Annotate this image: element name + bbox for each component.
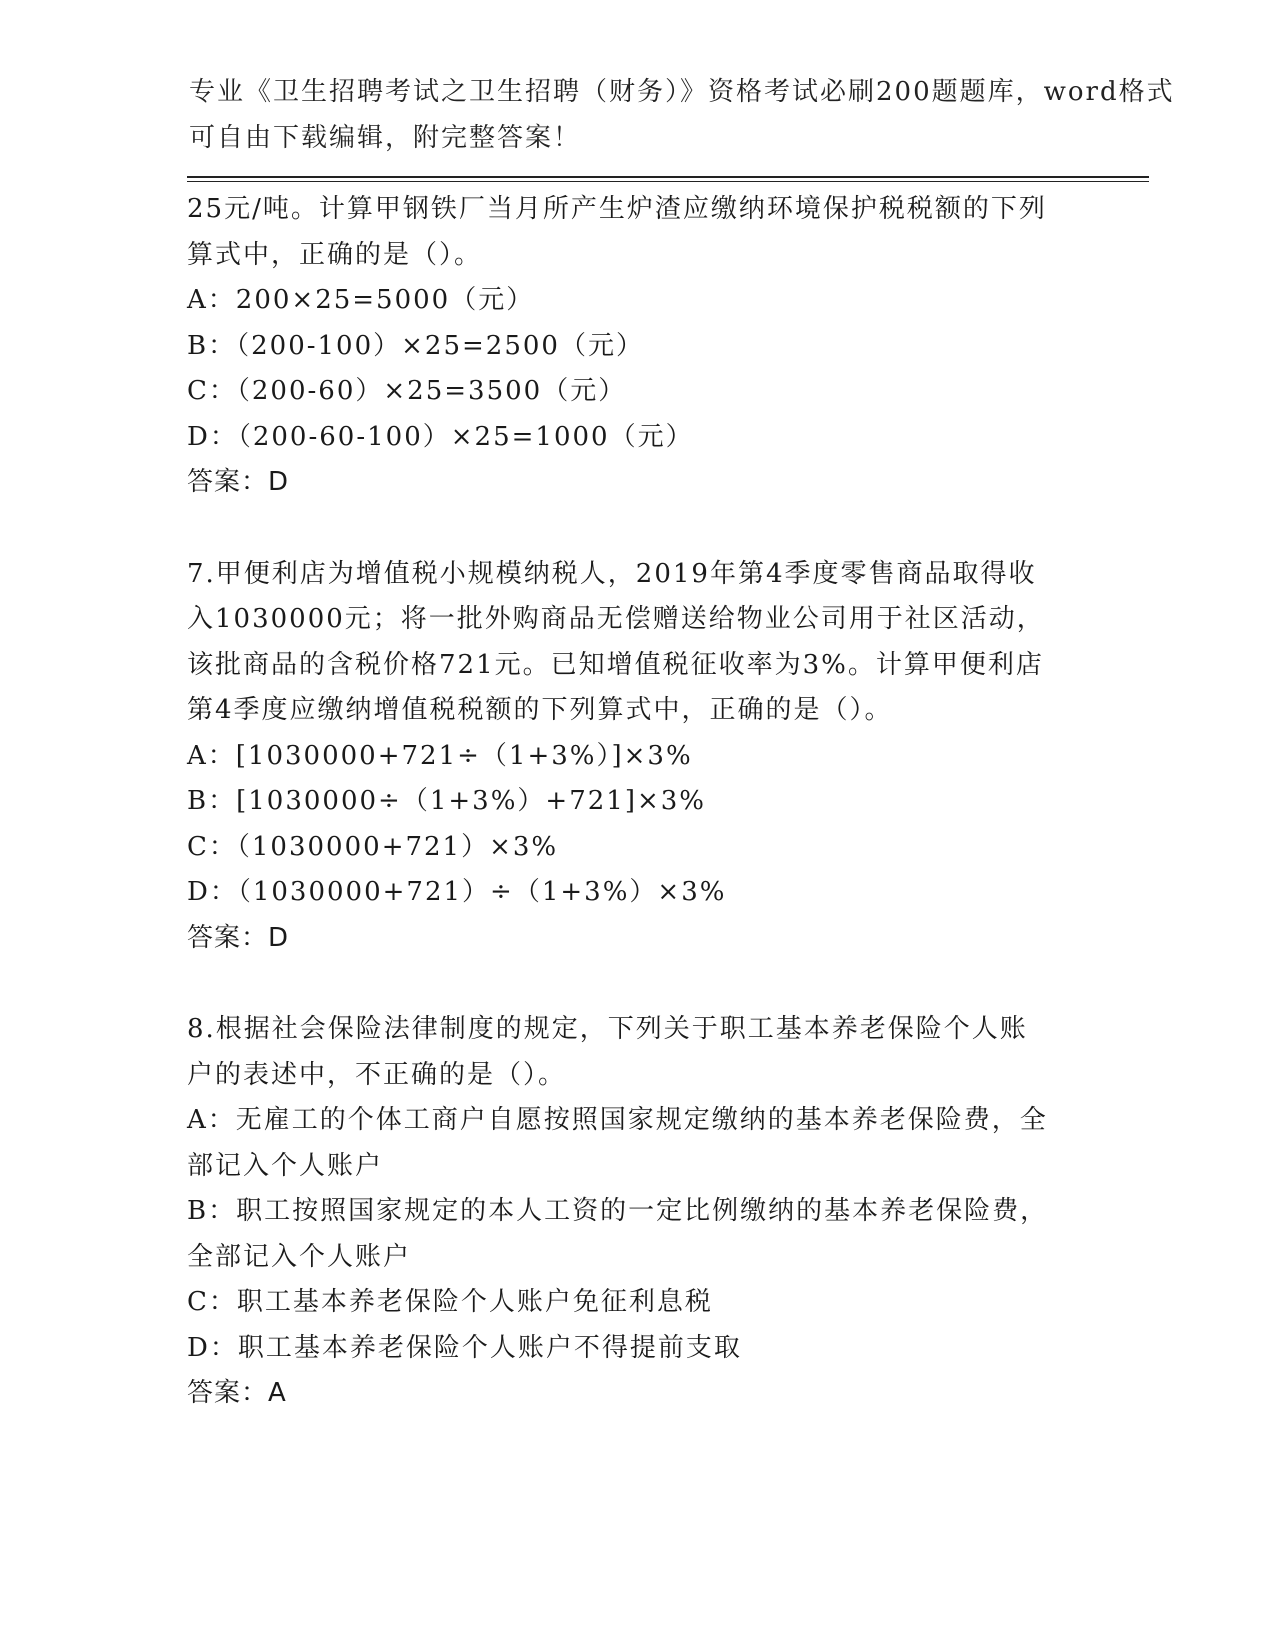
question-stem: 该批商品的含税价格721元。已知增值税征收率为3%。计算甲便利店 xyxy=(187,649,1044,680)
document-body xyxy=(187,187,1087,1417)
question-stem: 7.甲便利店为增值税小规模纳税人，2019年第4季度零售商品取得收 xyxy=(187,558,1037,589)
option-d: D：（200-60-100）×25=1000（元） xyxy=(187,421,694,452)
option-a: A：200×25=5000（元） xyxy=(187,285,535,315)
answer-line: 答案：A xyxy=(187,1378,287,1408)
question-7 xyxy=(187,552,1087,962)
question-8 xyxy=(187,1007,1087,1417)
question-stem: 算式中，正确的是（）。 xyxy=(187,239,483,270)
answer-line: 答案：D xyxy=(187,922,290,953)
option-b: B：（200-100）×25=2500（元） xyxy=(187,330,644,361)
option-a: A：[1030000+721÷（1+3%）]×3% xyxy=(187,740,693,771)
spacer xyxy=(187,506,1087,552)
question-stem: 户的表述中，不正确的是（）。 xyxy=(187,1059,567,1090)
header-rule-thick xyxy=(187,176,1149,178)
option-b-continued: 全部记入个人账户 xyxy=(187,1241,412,1272)
question-6 xyxy=(187,187,1087,506)
question-stem: 入1030000元；将一批外购商品无偿赠送给物业公司用于社区活动， xyxy=(187,604,1045,634)
option-d: D：（1030000+721）÷（1+3%）×3% xyxy=(187,877,727,907)
header-line-1: 专业《卫生招聘考试之卫生招聘（财务）》资格考试必刷200题题库，word格式 xyxy=(189,77,1175,107)
option-b: B：职工按照国家规定的本人工资的一定比例缴纳的基本养老保险费， xyxy=(187,1196,1049,1226)
header-rule-thin xyxy=(187,181,1149,182)
option-c: C：职工基本养老保险个人账户免征利息税 xyxy=(187,1287,713,1317)
answer-line: 答案：D xyxy=(187,467,290,497)
option-c: C：（200-60）×25=3500（元） xyxy=(187,376,627,406)
document-header xyxy=(189,70,1175,161)
spacer xyxy=(187,961,1087,1007)
question-stem: 8.根据社会保险法律制度的规定，下列关于职工基本养老保险个人账 xyxy=(187,1014,1028,1044)
option-c: C：（1030000+721）×3% xyxy=(187,831,559,862)
option-b: B：[1030000÷（1+3%）+721]×3% xyxy=(187,786,706,816)
question-stem: 第4季度应缴纳增值税税额的下列算式中，正确的是（）。 xyxy=(187,695,893,725)
header-line-2: 可自由下载编辑，附完整答案！ xyxy=(189,122,582,153)
option-a-continued: 部记入个人账户 xyxy=(187,1150,384,1181)
option-a: A：无雇工的个体工商户自愿按照国家规定缴纳的基本养老保险费，全 xyxy=(187,1105,1048,1135)
question-stem: 25元/吨。计算甲钢铁厂当月所产生炉渣应缴纳环境保护税税额的下列 xyxy=(187,194,1047,224)
option-d: D：职工基本养老保险个人账户不得提前支取 xyxy=(187,1332,742,1363)
